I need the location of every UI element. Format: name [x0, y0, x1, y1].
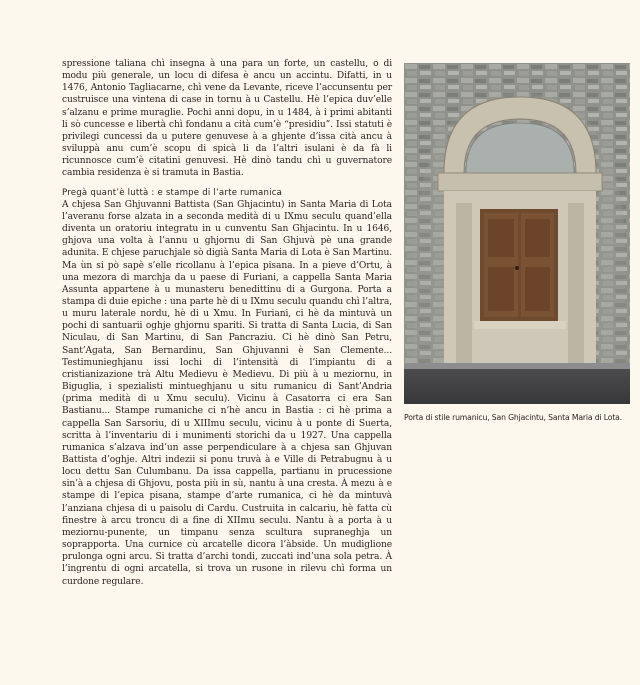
intro-paragraph: spressione taliana chì insegna à una para un forte, un castellu, o di modu più generale, un locu di difesa è ancu un accintu. Difatti, in u 1476, Antonio Tagliacarne, chì vene da Levante, riceve l’accunsentu per custruisce una vintena di case in tornu à u Castellu. Hè l’epica duv’elle s’alzanu e prime muraglie. Pochi anni dopu, in u 1484, à i primi abitanti li sò cuncesse e libertà chì fondanu a cità cum’è “presidiu”. Issi statuti è privilegi cuncessi da u putere genuvese à a ghjente d’issa cità ancu à sviluppà anu cum’è scopu di spicà li da l’altri isulani è da fà li ricunnosce cum’è citatini genuvesi. Hè dinò tandu chì u guvernatore cambia residenza è si tramuta in Bastia. [62, 59, 392, 179]
body-paragraph: A chjesa San Ghjuvanni Battista (San Ghjacintu) in Santa Maria di Lota l’averanu forse alzata in a seconda medità di u IXmu seculu quand’ella diventa un oratoriu integratu in u cunventu San Ghjacintu. In u 1646, ghjova una volta à l’annu u ghjornu di San Ghjuvà pè una grande adunita. E chjese paruchjale sò digià Santa Maria di Lota è San Martinu. Ma ùn si pò sapè s’elle ricollanu à l’epica pisana. In a pieve d’Ortu, à una mezora di marchja da u paese di Furiani, a cappella Santa Maria Assunta appartene à u munasteru benedittinu di a Gurgona. Porta a stampa di duie epiche : una parte hè di u IXmu seculu quandu chì l’altra, u muru laterale nordu, hè di u Xmu. In Furiani, ci hè da mintuvà un pochi di santuarii oghje ghjornu spariti. Si tratta di Santa Lucia, di San Niculau, di San Martinu, di San Pancraziu. Ci hè dinò San Petru, Sant’Agata, San Bernardinu, San Ghjuvanni è San Clemente... Testimunieghjanu issi lochi di l’intensità di l’impiantu di a cristianizazione trà Altu Medievu è Medievu. Di più à u meziornu, in Biguglia, i spezialisti mintueghjanu u situ rumanicu di Sant’Andria (prima medità di u Xmu seculu). Vicinu à Casatorra ci era San Bastianu... Stampe rumaniche ci n’hè ancu in Bastia : ci hè prima a cappella San Sarsoriu, di u XIIImu seculu, vicinu à u ponte di Suerta, scritta à l’inventariu di i munimenti storichi da u 1927. Una cappella rumanica s’alzava ind’un asse perpendiculare à a chjesa san Ghjuvan Battista d’oghje. Altri indezii si ponu truvà à e Ville di Petrabugnu à u locu dettu San Culumbanu. Da issa cappella, partianu in prucessione sin’à a chjesa di Ghjovu, posta più in sù, nantu à una cresta. À mezu à e stampe di l’epica pisana, stampe d’arte rumanica, ci hè da mintuvà l’anziana chjesa di u paisolu di Cardu. Custruita in calcariu, hè fatta cù finestre à arcu troncu di a fine di XIImu seculu. Nantu à a porta à u meziornu-punente, un timpanu senza scultura supraneghja un soprapporta. Una curnice cù arcatelle dicora l’àbside. Un mudiglione prulonga ogni arcu. Si tratta d’archi tondi, zuccati ind’una sola petra. À l’ingrentu di ogni arcatella, si trova un rusone in rilevu chì forma un curdone regulare. [62, 199, 392, 587]
section-heading: Pregà quant’è luttà : e stampe di l’arte rumanica [62, 187, 283, 198]
article-text-column [62, 58, 392, 588]
photo-caption: Porta di stile rumanicu, San Ghjacintu, Santa Maria di Lota. [404, 413, 623, 422]
romanesque-door-photo [404, 63, 630, 404]
